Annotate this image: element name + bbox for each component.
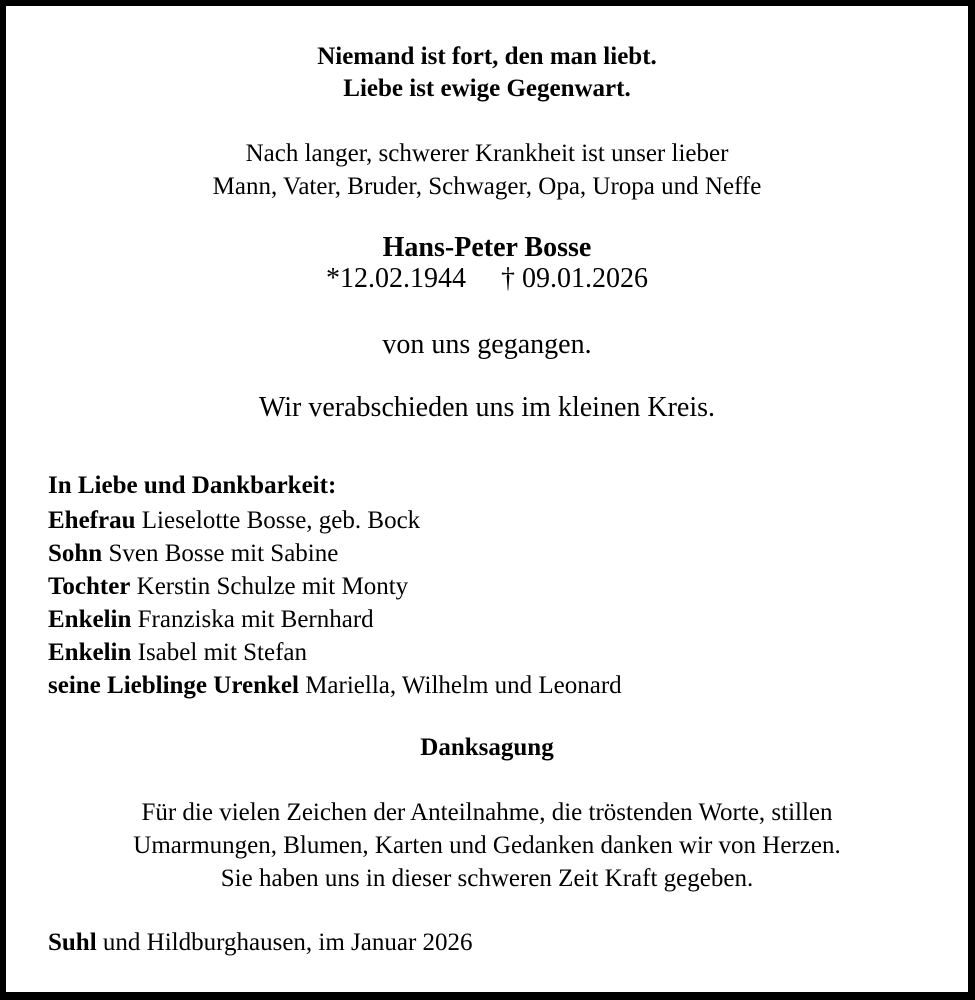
death-date: † 09.01.2026 [501,263,648,294]
acknowledgement-line-2: Umarmungen, Blumen, Karten und Gedanken danken wir von Herzen. [133,832,841,859]
mourner-names: Mariella, Wilhelm und Leonard [305,672,622,699]
acknowledgement-line-1: Für die vielen Zeichen der Anteilnahme, die tröstenden Worte, stillen [141,799,833,826]
mourner-names: Sven Bosse mit Sabine [108,540,339,567]
place-name: Suhl [48,929,97,956]
mourner-row-granddaughter-1 [48,603,926,636]
mourner-role: seine Lieblinge Urenkel [48,672,299,699]
mourner-names: Franziska mit Bernhard [137,606,374,633]
farewell-line: Wir verabschieden uns im kleinen Kreis. [258,392,716,423]
mourners-heading: In Liebe und Dankbarkeit: [48,472,337,499]
mourner-role: Enkelin [48,606,132,633]
quote-line-1: Niemand ist fort, den man liebt. [317,43,657,70]
mourner-row-son [48,537,926,570]
mourner-row-wife [48,504,926,537]
birth-date: *12.02.1944 [326,263,466,294]
acknowledgement-text [6,796,968,895]
deceased-name: Hans-Peter Bosse [382,232,592,263]
intro-text [6,137,968,203]
mourner-role: Enkelin [48,639,132,666]
mourner-names: Kerstin Schulze mit Monty [136,573,409,600]
memorial-quote [6,41,968,105]
mourner-row-daughter [48,570,926,603]
mourner-names: Lieselotte Bosse, geb. Bock [141,507,421,534]
mourners-list [48,504,926,702]
mourner-row-granddaughter-2 [48,636,926,669]
intro-line-2: Mann, Vater, Bruder, Schwager, Opa, Uropa und Neffe [212,173,762,200]
place-date-line [48,926,926,959]
mourner-role: Ehefrau [48,507,136,534]
mourner-row-great-grandchildren [48,669,926,702]
deceased-block [6,232,968,294]
acknowledgement-heading: Danksagung [420,734,554,761]
place-date-rest: und Hildburghausen, im Januar 2026 [102,929,473,956]
quote-line-2: Liebe ist ewige Gegenwart. [343,75,631,102]
mourner-names: Isabel mit Stefan [137,639,308,666]
mourner-role: Tochter [48,573,131,600]
acknowledgement-line-3: Sie haben uns in dieser schweren Zeit Kraft gegeben. [220,865,754,892]
life-dates [6,263,968,294]
passing-line: von uns gegangen. [382,329,592,360]
mourner-role: Sohn [48,540,103,567]
intro-line-1: Nach langer, schwerer Krankheit ist unser lieber [245,140,729,167]
